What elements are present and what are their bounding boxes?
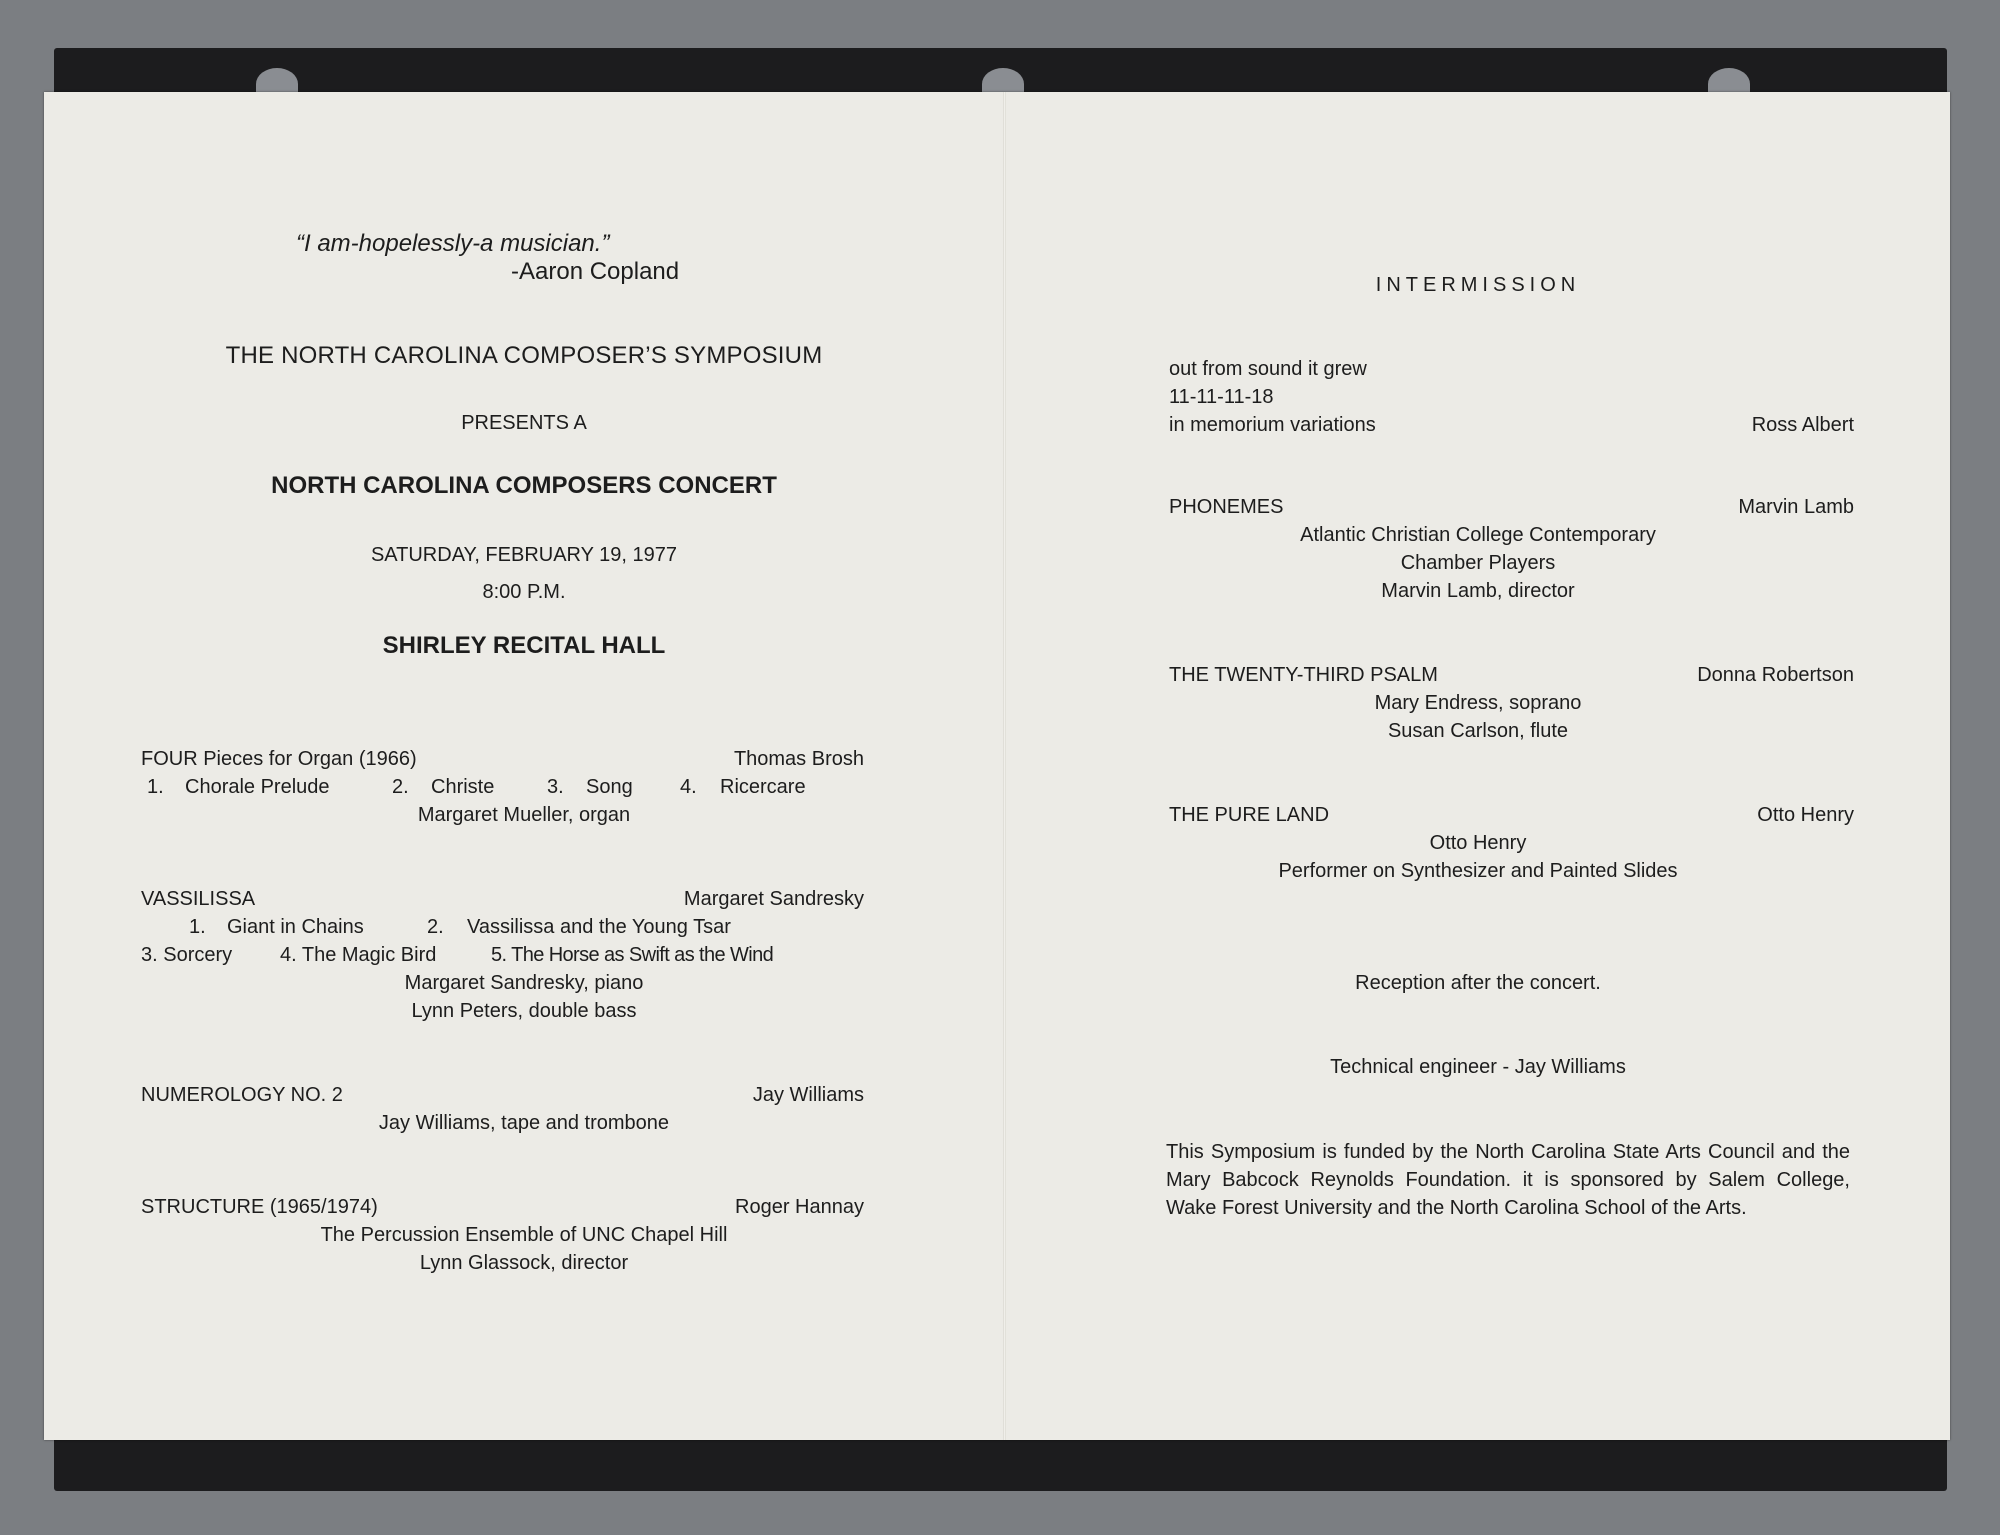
piece-composer: Roger Hannay — [735, 1196, 864, 1218]
movement-name: Song — [586, 776, 633, 798]
concert-time: 8:00 P.M. — [482, 581, 566, 603]
movement-name: Giant in Chains — [227, 916, 364, 938]
piece-title: THE PURE LAND — [1169, 804, 1330, 826]
movement-name: 3. Sorcery — [141, 944, 233, 966]
left-page — [44, 92, 1004, 1440]
performer: Otto Henry — [1429, 832, 1527, 854]
epigraph-author: -Aaron Copland — [511, 258, 680, 285]
concert-date: SATURDAY, FEBRUARY 19, 1977 — [370, 544, 678, 566]
piece-title: STRUCTURE (1965/1974) — [141, 1196, 378, 1218]
piece-composer: Jay Williams — [752, 1084, 864, 1106]
performer: Mary Endress, soprano — [1374, 692, 1582, 714]
piece-composer: Margaret Sandresky — [683, 888, 864, 910]
engineer-credit: Technical engineer - Jay Williams — [1330, 1056, 1626, 1078]
movement-number: 1. — [147, 776, 164, 798]
piece-composer: Marvin Lamb — [1738, 496, 1854, 518]
performer: Lynn Glassock, director — [419, 1252, 629, 1274]
piece-title-line: out from sound it grew — [1169, 358, 1367, 380]
performer: Performer on Synthesizer and Painted Slides — [1278, 860, 1678, 882]
funding-statement: This Symposium is funded by the North Carolina State Arts Council and the Mary Babcock Reynolds Foundation. it is sponsored by Salem College, Wake Forest University and the North Carolina School of the Arts. — [1166, 1141, 1850, 1219]
piece-title: VASSILISSA — [141, 888, 256, 910]
presents-label: PRESENTS A — [461, 412, 587, 434]
movement-number: 1. — [189, 916, 206, 938]
movement-name: Vassilissa and the Young Tsar — [467, 916, 731, 938]
performer: Margaret Mueller, organ — [417, 804, 631, 826]
piece-title-line: in memorium variations — [1169, 414, 1376, 436]
symposium-heading: THE NORTH CAROLINA COMPOSER’S SYMPOSIUM — [225, 342, 823, 369]
epigraph-quote: “I am-hopelessly-a musician.” — [296, 230, 610, 257]
reception-note: Reception after the concert. — [1355, 972, 1601, 994]
piece-composer: Donna Robertson — [1697, 664, 1854, 686]
performer: Chamber Players — [1400, 552, 1556, 574]
performer: Susan Carlson, flute — [1387, 720, 1569, 742]
piece-composer: Ross Albert — [1751, 414, 1854, 436]
movement-name: 4. The Magic Bird — [280, 944, 437, 966]
movement-number: 4. — [680, 776, 697, 798]
piece-title: FOUR Pieces for Organ (1966) — [141, 748, 417, 770]
piece-title: NUMEROLOGY NO. 2 — [141, 1084, 343, 1106]
venue: SHIRLEY RECITAL HALL — [382, 632, 666, 659]
right-page — [1006, 92, 1950, 1440]
program-sheet — [44, 92, 1950, 1440]
movement-name: 5. The Horse as Swift as the Wind — [491, 944, 774, 966]
piece-title-line: 11-11-11-18 — [1169, 386, 1274, 408]
movement-number: 3. — [547, 776, 564, 798]
performer: Margaret Sandresky, piano — [404, 972, 644, 994]
piece-composer: Thomas Brosh — [733, 748, 864, 770]
performer: Marvin Lamb, director — [1381, 580, 1575, 602]
concert-title: NORTH CAROLINA COMPOSERS CONCERT — [271, 472, 777, 499]
movement-name: Chorale Prelude — [185, 776, 330, 798]
piece-title: PHONEMES — [1169, 496, 1284, 518]
movement-number: 2. — [392, 776, 409, 798]
movement-name: Ricercare — [720, 776, 806, 798]
performer: Jay Williams, tape and trombone — [378, 1112, 670, 1134]
piece-title: THE TWENTY-THIRD PSALM — [1169, 664, 1438, 686]
movement-name: Christe — [431, 776, 495, 798]
movement-number: 2. — [427, 916, 444, 938]
performer: The Percussion Ensemble of UNC Chapel Hill — [320, 1224, 728, 1246]
performer: Atlantic Christian College Contemporary — [1300, 524, 1656, 546]
performer: Lynn Peters, double bass — [411, 1000, 637, 1022]
piece-composer: Otto Henry — [1757, 804, 1854, 826]
intermission-heading: INTERMISSION — [1375, 274, 1581, 296]
